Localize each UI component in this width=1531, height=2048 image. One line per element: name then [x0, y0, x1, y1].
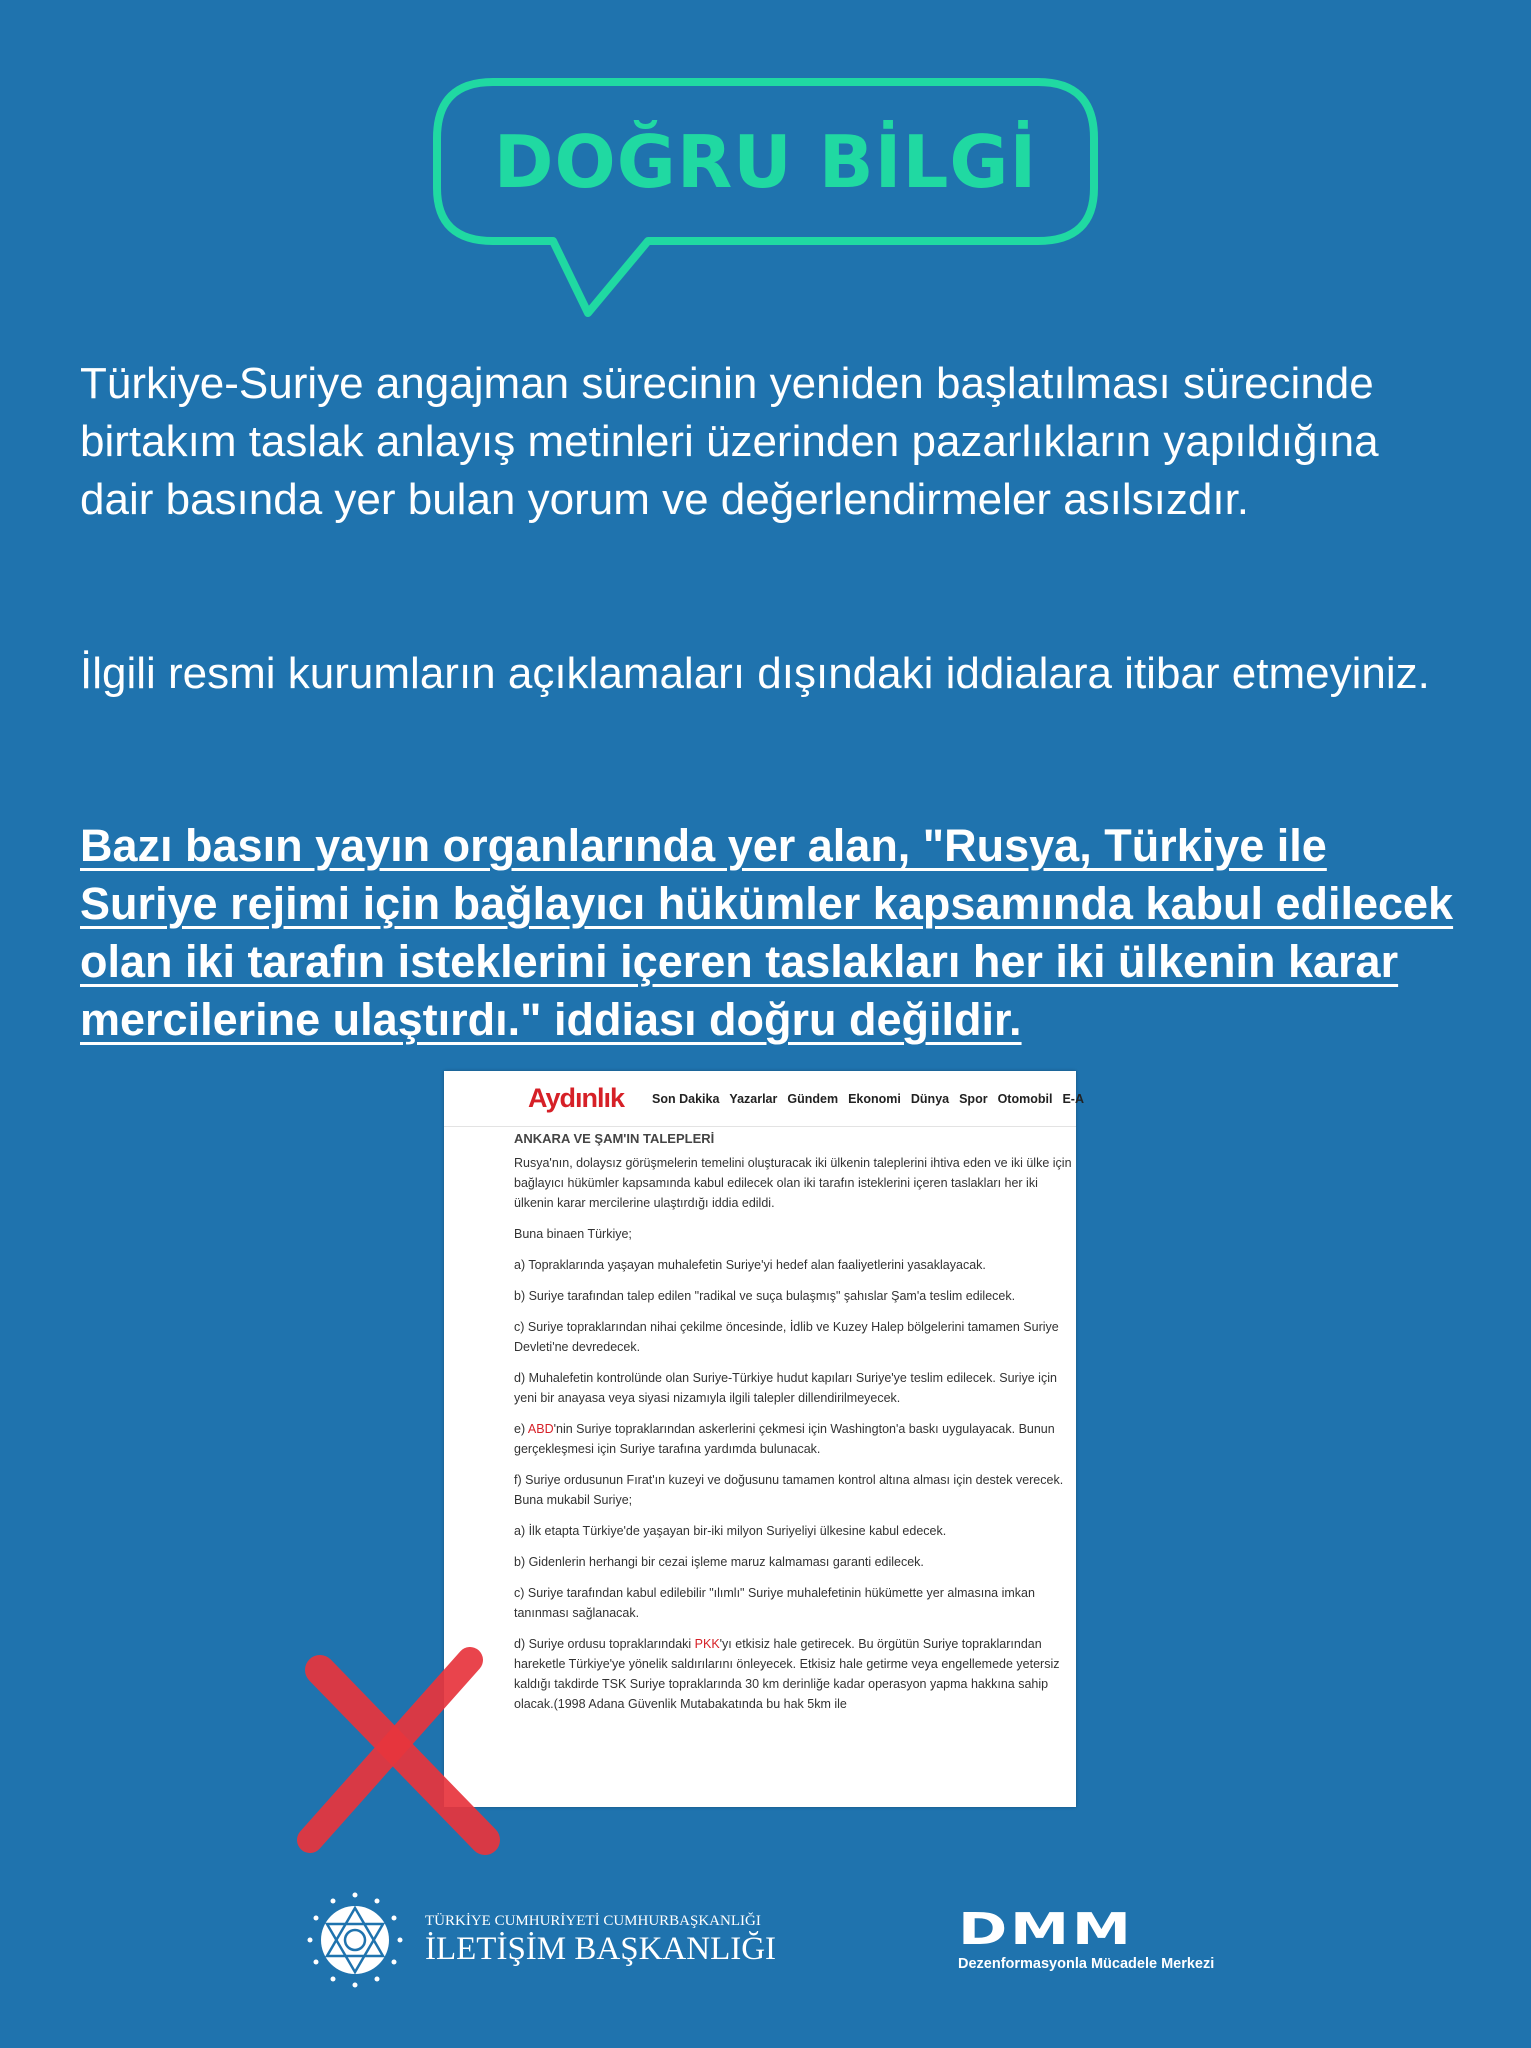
item-prefix: e): [514, 1422, 528, 1436]
article-item: f) Suriye ordusunun Fırat'ın kuzeyi ve doğusunu tamamen kontrol altına alması için destek verecek.: [514, 1473, 1064, 1487]
emblem-icon: [305, 1890, 405, 1990]
ib-title: İLETİŞİM BAŞKANLIĞI: [425, 1930, 777, 1967]
nav-item: E-A: [1062, 1091, 1084, 1106]
false-x-icon: [300, 1660, 500, 1850]
iletisim-baskanligi-logo: [305, 1890, 776, 1990]
item-text: 'nin Suriye topraklarından askerlerini çekmesi için Washington'a baskı uygulayacak. Bunun gerçekleşmesi için Suriye tarafına yardımda bulunacak.: [514, 1422, 1055, 1456]
nav-item: Dünya: [910, 1091, 950, 1106]
article-heading-syria: Buna mukabil Suriye;: [514, 1493, 633, 1507]
dmm-wordmark: DMM: [958, 1904, 1134, 1955]
article-intro: Rusya'nın, dolaysız görüşmelerin temelini oluşturacak iki ülkenin taleplerini ihtiva eden ve iki ülke için bağlayıcı hükümler kapsamında kabul edilecek olan iki tarafın isteklerini içeren taslakları her iki ülkenin karar mercilerine ulaştırdığı iddia edildi.: [514, 1156, 1072, 1210]
nav-item: Gündem: [787, 1091, 839, 1106]
news-screenshot: [444, 1071, 1084, 1807]
article-item: [514, 1634, 1074, 1714]
statement-paragraph: Türkiye-Suriye angajman sürecinin yeniden başlatılması sürecinde birtakım taslak anlayış metinleri üzerinden pazarlıkların yapıldığına dair basında yer bulan yorum ve değerlendirmeler asılsızdır.: [80, 359, 1379, 524]
ib-subtitle: TÜRKİYE CUMHURİYETİ CUMHURBAŞKANLIĞI: [425, 1912, 761, 1929]
article-item: a) Topraklarında yaşayan muhalefetin Suriye'yi hedef alan faaliyetlerini yasaklayacak.: [514, 1258, 986, 1272]
item-text: 'yı etkisiz hale getirecek. Bu örgütün Suriye topraklarından hareketle Türkiye'ye yönelik saldırılarını önleyecek. Etkisiz hale getirme veya engellemede yetersiz kaldığı takdirde TSK Suriye topraklarında 30 km derinliğe kadar operasyon yapma hakkına sahip olacak.(1998 Adana Güvenlik Mutabakatında bu hak 5km ile: [514, 1637, 1060, 1711]
nav-item: Yazarlar: [729, 1091, 778, 1106]
news-site-navbar: [444, 1071, 1084, 1127]
article-item: b) Gidenlerin herhangi bir cezai işleme maruz kalmaması garanti edilecek.: [514, 1555, 924, 1569]
article-item: b) Suriye tarafından talep edilen "radikal ve suça bulaşmış" şahıslar Şam'a teslim edilecek.: [514, 1289, 1016, 1303]
nav-item: Spor: [959, 1091, 988, 1106]
dmm-subtitle: Dezenformasyonla Mücadele Merkezi: [958, 1956, 1215, 1972]
article-subheading: ANKARA VE ŞAM'IN TALEPLERİ: [514, 1131, 715, 1146]
page-title: DOĞRU BİLGİ: [493, 119, 1038, 204]
article-heading-turkey: Buna binaen Türkiye;: [514, 1227, 632, 1241]
abd-link: ABD: [527, 1422, 554, 1436]
nav-item: Ekonomi: [848, 1091, 901, 1106]
article-content: [514, 1131, 1074, 1725]
article-item: d) Muhalefetin kontrolünde olan Suriye-Türkiye hudut kapıları Suriye'ye teslim edilecek. Suriye için yeni bir anayasa veya siyasi nizamıyla ilgili talepler dillendirilmeyecek.: [514, 1371, 1057, 1405]
nav-item: Otomobil: [997, 1091, 1053, 1106]
article-item: c) Suriye topraklarından nihai çekilme öncesinde, İdlib ve Kuzey Halep bölgelerini tamamen Suriye Devleti'ne devredecek.: [514, 1320, 1059, 1354]
article-item: [514, 1419, 1074, 1459]
false-claim-text: Bazı basın yayın organlarında yer alan, "Rusya, Türkiye ile Suriye rejimi için bağlayıcı hükümler kapsamında kabul edilecek olan iki tarafın isteklerini içeren taslakları her iki ülkenin karar mercilerine ulaştırdı." iddiası doğru değildir.: [80, 820, 1454, 1045]
article-item: c) Suriye tarafından kabul edilebilir "ılımlı" Suriye muhalefetinin hükümette yer almasına imkan tanınması sağlanacak.: [514, 1586, 1035, 1620]
nav-item: Son Dakika: [652, 1091, 720, 1106]
item-prefix: d) Suriye ordusu topraklarındaki: [514, 1637, 695, 1651]
advice-paragraph: İlgili resmi kurumların açıklamaları dışındaki iddialara itibar etmeyiniz.: [80, 649, 1430, 698]
news-site-logo: Aydınlık: [528, 1083, 625, 1113]
dmm-logo: [958, 1904, 1215, 1972]
article-item: a) İlk etapta Türkiye'de yaşayan bir-iki milyon Suriyeliyi ülkesine kabul edecek.: [514, 1524, 947, 1538]
pkk-link: PKK: [694, 1637, 720, 1651]
